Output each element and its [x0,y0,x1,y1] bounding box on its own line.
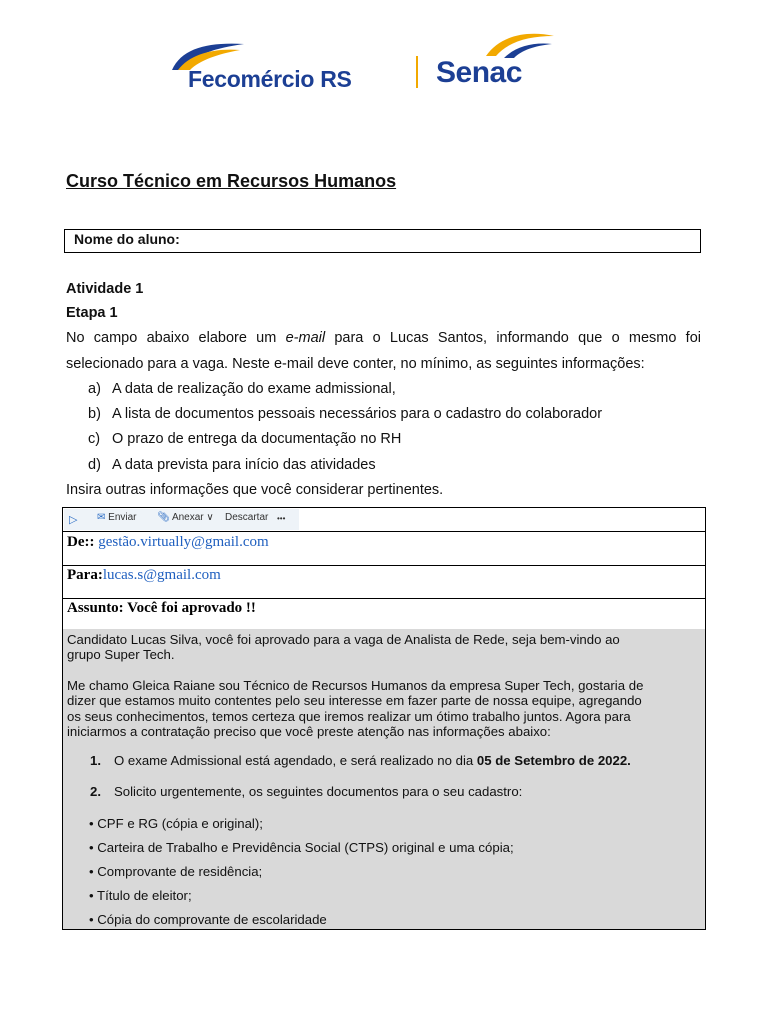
from-field[interactable] [62,532,706,566]
send-button[interactable]: ✉ Enviar [97,512,137,523]
more-options-icon[interactable]: ••• [277,514,286,523]
document-bullet: • CPF e RG (cópia e original); [89,816,263,831]
email-toolbar [62,507,706,532]
paperclip-icon: 📎︎ [157,512,170,523]
intro-line-1: No campo abaixo elabore um e-mail para o Lucas Santos, informando que o mesmo foi [66,330,701,346]
body-paragraph-2-line: os seus conhecimentos, temos certeza que iremos realizar um ótimo trabalho juntos. Agora para [67,709,631,724]
fecomercio-name: Fecomércio [188,66,315,92]
closing-instruction: Insira outras informações que você considerar pertinentes. [66,482,444,498]
page-title: Curso Técnico em Recursos Humanos [66,171,397,191]
requirement-item: a) A data de realização do exame admissional, [88,381,396,397]
document-bullet: • Carteira de Trabalho e Previdência Social (CTPS) original e uma cópia; [89,840,514,855]
send-icon: ✉ [97,512,106,523]
discard-button[interactable]: Descartar [225,512,269,523]
email-compose-form [62,507,706,930]
body-paragraph-1-line: grupo Super Tech. [67,647,175,662]
from-label: De:: [67,534,95,550]
header [0,28,768,98]
subject-value: Você foi aprovado !! [127,600,256,616]
document-bullet: • Título de eleitor; [89,888,192,903]
exam-date-item: O exame Admissional está agendado, e será realizado no dia 05 de Setembro de 2022. [114,753,631,768]
logo-divider [416,56,418,88]
intro-line-2: selecionado para a vaga. Neste e-mail deve conter, no mínimo, as seguintes informações: [66,356,645,372]
student-name-label: Nome do aluno: [74,231,180,247]
senac-logo [434,30,564,94]
body-paragraph-2-line: Me chamo Gleica Raiane sou Técnico de Recursos Humanos da empresa Super Tech, gostaria de [67,678,644,693]
subject-field[interactable] [62,599,706,630]
document-bullet: • Cópia do comprovante de escolaridade [89,912,327,927]
requirement-item: b) A lista de documentos pessoais necessários para o cadastro do colaborador [88,406,603,422]
to-label: Para: [67,567,103,583]
stage-heading: Etapa 1 [66,305,118,321]
list-number: 1. [90,753,101,768]
email-body[interactable] [62,629,706,930]
documents-request-item: Solicito urgentemente, os seguintes documentos para o seu cadastro: [114,784,523,799]
requirement-item: d) A data prevista para início das atividades [88,457,376,473]
activity-heading: Atividade 1 [66,281,144,297]
fecomercio-logo [168,40,408,96]
requirement-item: c) O prazo de entrega da documentação no RH [88,431,402,447]
senac-wordmark: Senac [436,56,522,89]
body-paragraph-1-line: Candidato Lucas Silva, você foi aprovado para a vaga de Analista de Rede, seja bem-vindo ao [67,632,620,647]
body-paragraph-2-line: iniciarmos a contratação preciso que você preste atenção nas informações abaixo: [67,724,551,739]
fecomercio-suffix: RS [320,66,352,92]
from-value: gestão.virtually@gmail.com [98,534,269,550]
to-value: lucas.s@gmail.com [102,567,221,583]
attach-button[interactable]: 📎︎ Anexar ∨ [157,512,214,523]
send-arrow-icon[interactable]: ▷ [69,514,78,526]
subject-label: Assunto: [67,600,124,616]
to-field[interactable] [62,566,706,599]
document-bullet: • Comprovante de residência; [89,864,263,879]
student-name-field[interactable] [64,229,701,253]
fecomercio-wordmark [188,66,352,93]
chevron-down-icon: ∨ [206,512,214,523]
list-number: 2. [90,784,101,799]
body-paragraph-2-line: dizer que estamos muito contentes pelo seu interesse em fazer parte de nossa equipe, agregando [67,693,642,708]
